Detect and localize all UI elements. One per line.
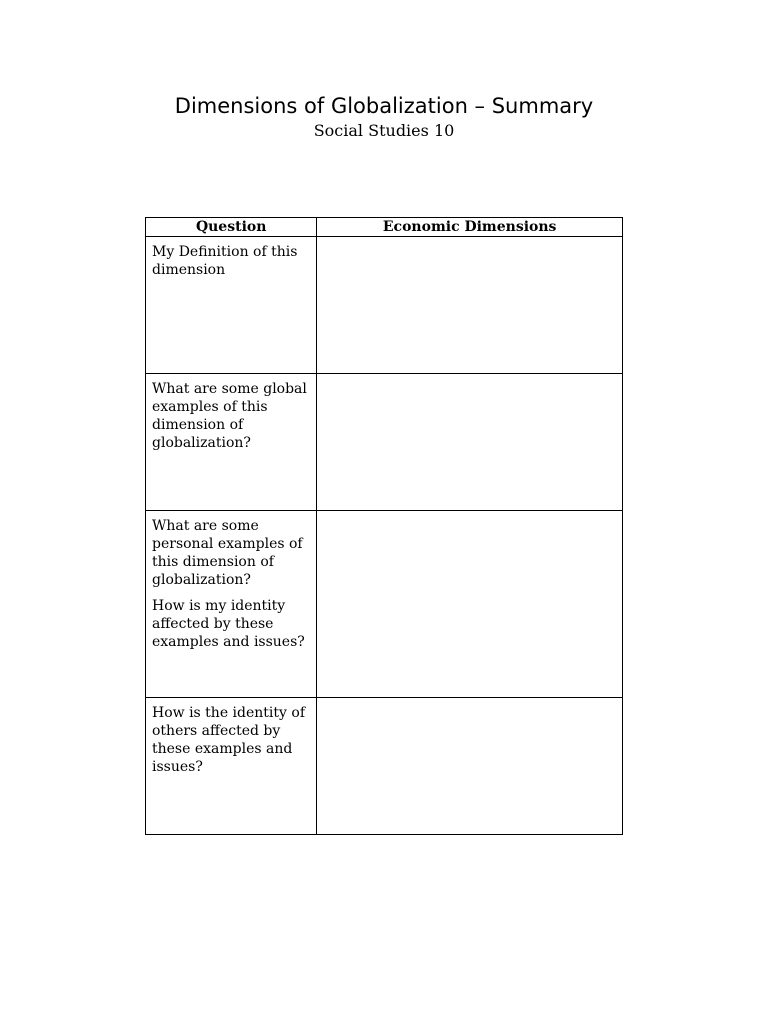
answer-cell[interactable] xyxy=(317,698,623,835)
question-cell xyxy=(146,698,317,835)
document-subtitle: Social Studies 10 xyxy=(313,121,455,140)
question-cell xyxy=(146,237,317,374)
table-header-row xyxy=(146,218,623,237)
table-row xyxy=(146,511,623,698)
question-cell xyxy=(146,374,317,511)
document-title: Dimensions of Globalization – Summary xyxy=(174,94,594,118)
question-text: How is my identity affected by these examples and issues? xyxy=(152,598,305,650)
question-text: What are some global examples of this dimension of globalization? xyxy=(152,381,307,451)
table-row xyxy=(146,698,623,835)
answer-cell[interactable] xyxy=(317,511,623,698)
table-row xyxy=(146,237,623,374)
column-header-question: Question xyxy=(146,218,317,237)
question-cell xyxy=(146,511,317,698)
table-row xyxy=(146,374,623,511)
column-header-economic-dimensions: Economic Dimensions xyxy=(317,218,623,237)
summary-table xyxy=(145,217,623,835)
question-text: How is the identity of others affected by these examples and issues? xyxy=(152,705,306,775)
question-text: My Definition of this dimension xyxy=(152,244,298,278)
answer-cell[interactable] xyxy=(317,374,623,511)
question-text: What are some personal examples of this dimension of globalization? xyxy=(152,518,303,588)
answer-cell[interactable] xyxy=(317,237,623,374)
